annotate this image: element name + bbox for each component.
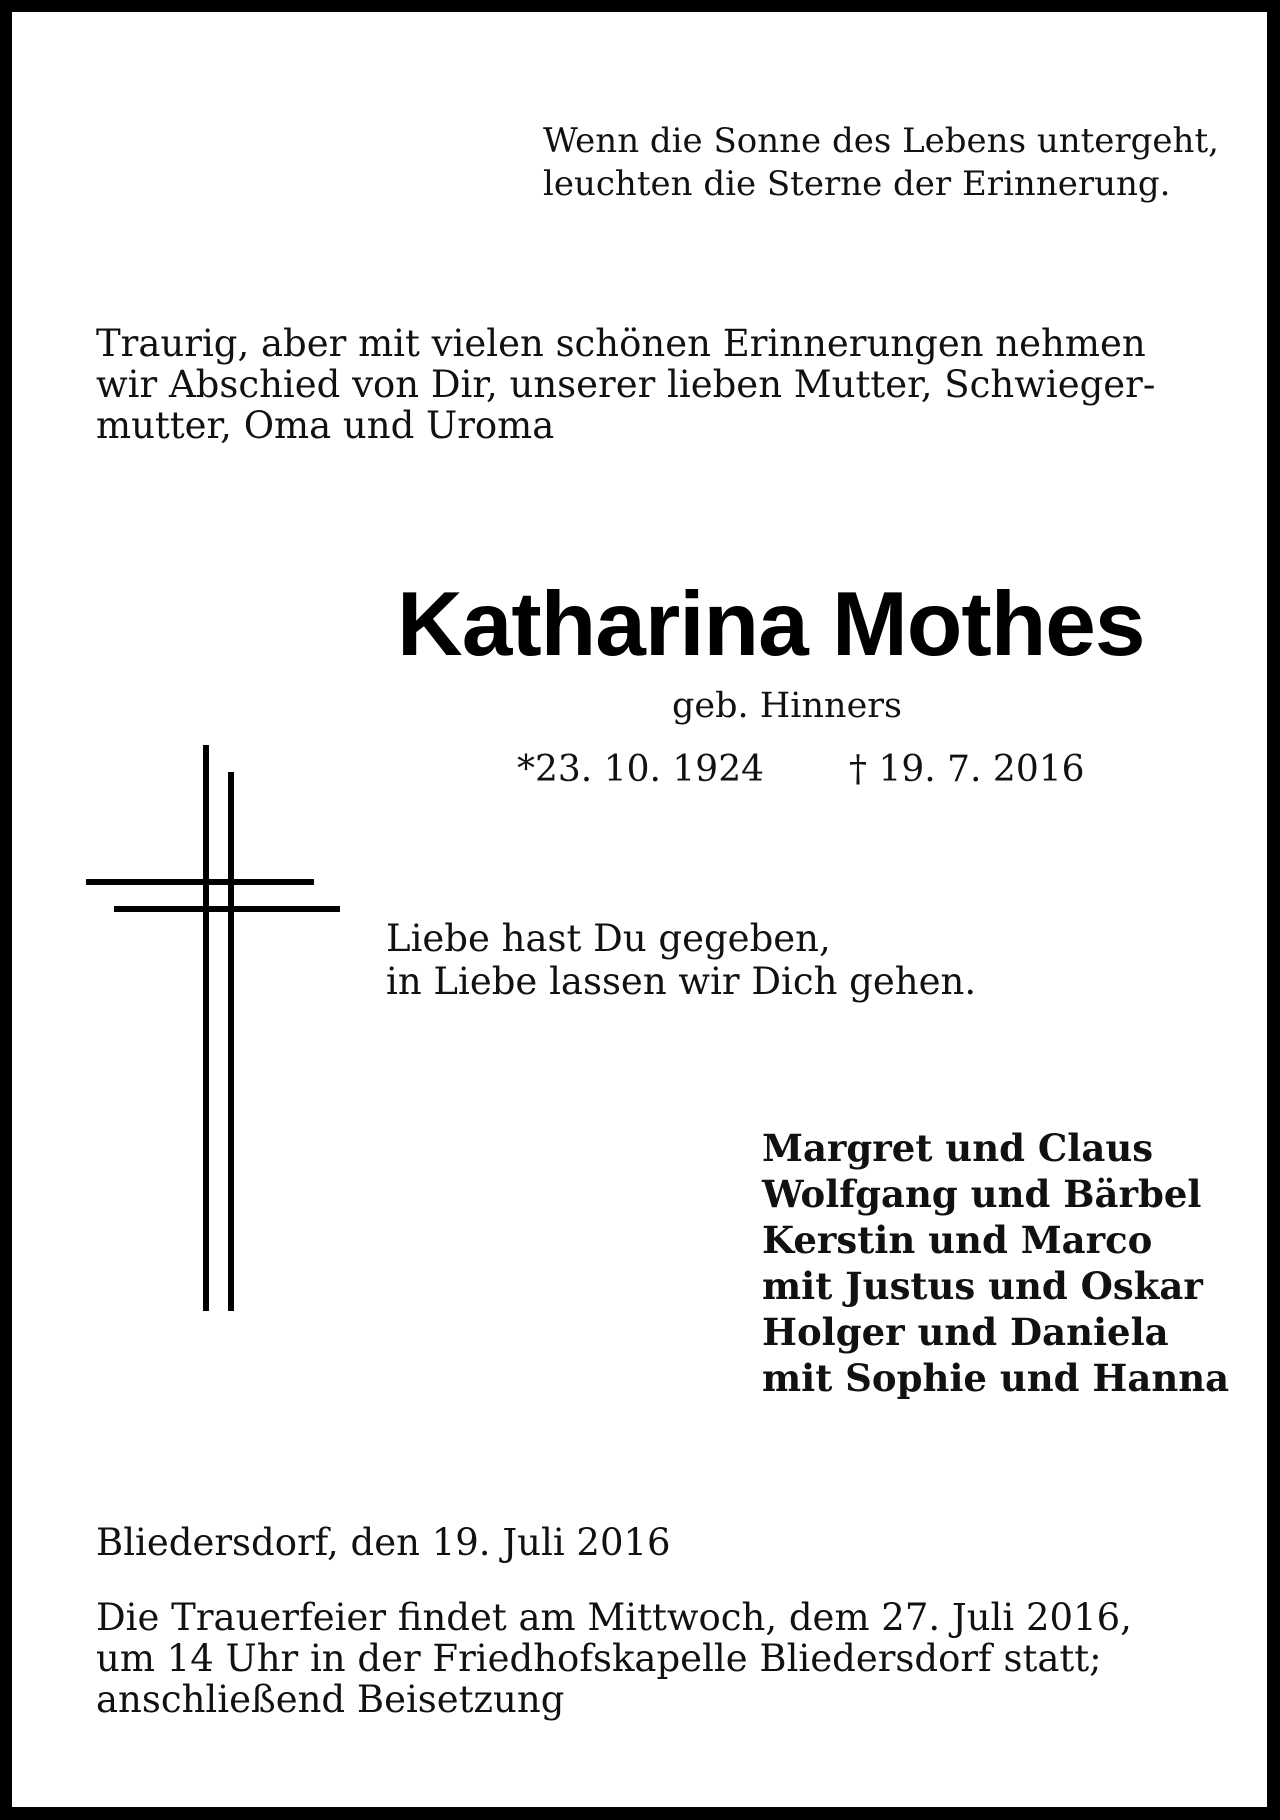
mourners-list <box>762 1125 1229 1401</box>
cross-horizontal-bar <box>114 906 340 912</box>
double-line-cross-icon <box>86 745 346 1311</box>
verse-line: Liebe hast Du gegeben, <box>386 917 831 960</box>
funeral-line: anschließend Beisetzung <box>96 1678 565 1721</box>
intro-line: wir Abschied von Dir, unserer lieben Mutter, Schwieger- <box>96 363 1156 406</box>
verse-line: in Liebe lassen wir Dich gehen. <box>386 960 977 1003</box>
verse-text <box>386 917 976 1003</box>
mourner-line: Kerstin und Marco <box>762 1218 1153 1262</box>
cross-horizontal-bar <box>86 879 314 885</box>
intro-text <box>96 323 1155 446</box>
intro-line: mutter, Oma und Uroma <box>96 404 555 447</box>
maiden-name: geb. Hinners <box>672 686 902 726</box>
cross-vertical-bar <box>203 745 209 1311</box>
birth-date: *23. 10. 1924 <box>517 749 765 790</box>
mourner-line: mit Sophie und Hanna <box>762 1356 1230 1400</box>
funeral-info <box>96 1597 1132 1720</box>
place-and-date: Bliedersdorf, den 19. Juli 2016 <box>96 1521 671 1564</box>
mourner-line: mit Justus und Oskar <box>762 1264 1203 1308</box>
intro-line: Traurig, aber mit vielen schönen Erinnerungen nehmen <box>96 322 1146 365</box>
motto-quote <box>543 120 1219 206</box>
deceased-name: Katharina Mothes <box>397 574 1145 675</box>
motto-line: Wenn die Sonne des Lebens untergeht, <box>543 121 1219 161</box>
mourner-line: Wolfgang und Bärbel <box>762 1172 1202 1216</box>
death-date: † 19. 7. 2016 <box>849 749 1085 790</box>
mourner-line: Holger und Daniela <box>762 1310 1169 1354</box>
mourner-line: Margret und Claus <box>762 1126 1154 1170</box>
motto-line: leuchten die Sterne der Erinnerung. <box>543 164 1171 204</box>
cross-vertical-bar <box>228 772 234 1311</box>
funeral-line: Die Trauerfeier findet am Mittwoch, dem 27. Juli 2016, <box>96 1596 1132 1639</box>
funeral-line: um 14 Uhr in der Friedhofskapelle Bliedersdorf statt; <box>96 1637 1102 1680</box>
